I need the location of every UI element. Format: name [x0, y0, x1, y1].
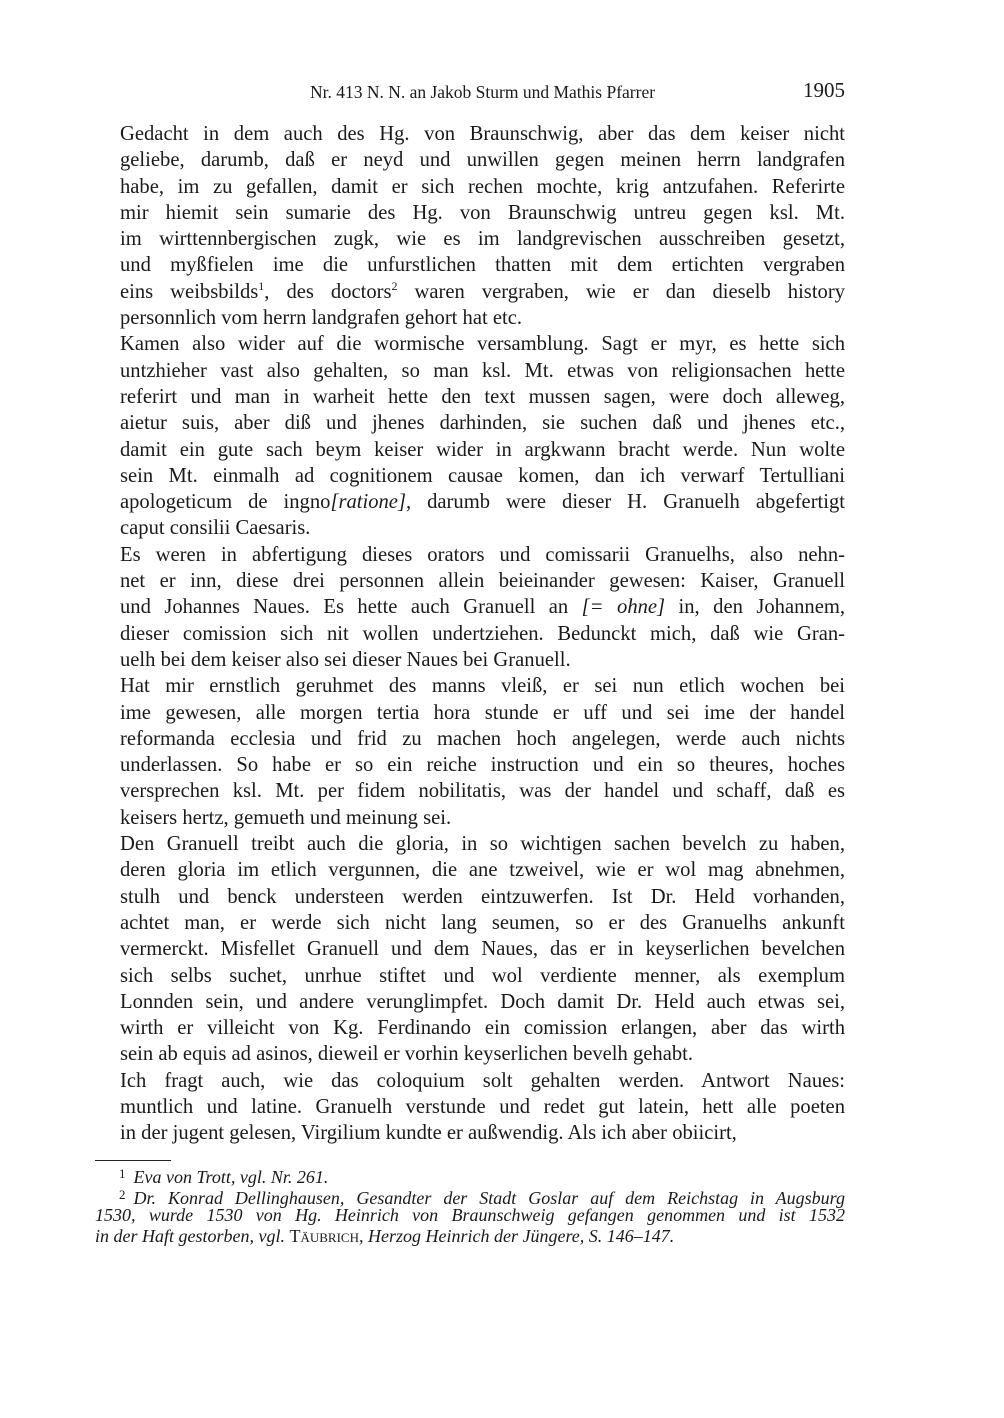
text-segment: muntlich und latine. Granuelh verstunde und redet gut latein, hett alle poeten [120, 1095, 845, 1118]
footnote-number: 1 [119, 1166, 126, 1181]
text-line [120, 1068, 845, 1094]
editorial-insert: [= ohne] [581, 596, 666, 619]
footnote-line [95, 1163, 845, 1187]
text-line [120, 121, 845, 147]
text-line [120, 226, 845, 252]
text-segment: 1530, wurde 1530 von Hg. Heinrich von Braunschweig gefangen genommen und ist 1532 [95, 1205, 845, 1225]
text-segment: Es weren in abfertigung dieses orators und comissarii Granuelhs, also nehn- [120, 543, 845, 566]
text-segment: reformanda ecclesia und frid zu machen hoch angelegen, werde auch nichts [120, 727, 845, 750]
author-name: Täubrich [289, 1226, 359, 1246]
text-segment: Lonnden sein, und andere verunglimpfet. Doch damit Dr. Held auch etwas sei, [120, 990, 845, 1013]
text-line [120, 1015, 845, 1041]
text-line [120, 331, 845, 357]
main-text [120, 121, 845, 1147]
editorial-insert: [ratione] [330, 491, 406, 514]
text-segment: ime gewesen, alle morgen tertia hora stunde er uff und sei ime der handel [120, 701, 845, 724]
text-line [120, 1094, 845, 1120]
running-title: Nr. 413 N. N. an Jakob Sturm und Mathis Pfarrer [309, 82, 656, 102]
text-segment: uelh bei dem keiser also sei dieser Naues bei Granuell. [120, 648, 571, 671]
text-segment: aietur suis, aber diß und jhenes darhinden, sie suchen daß und jhenes etc., [120, 412, 845, 435]
text-line [120, 831, 845, 857]
text-line [120, 384, 845, 410]
text-line [120, 463, 845, 489]
text-line [120, 252, 845, 278]
text-segment: geliebe, darumb, daß er neyd und unwillen gegen meinen herrn landgrafen [120, 149, 845, 172]
text-line [120, 305, 845, 331]
text-line [120, 410, 845, 436]
text-segment: damit ein gute sach beym keiser wider in argkwann bracht werde. Nun wolte [120, 438, 845, 461]
text-line [120, 358, 845, 384]
footnote-line [95, 1205, 845, 1226]
text-segment: und Johannes Naues. Es hette auch Granuell an [120, 596, 582, 619]
text-line [120, 621, 845, 647]
text-line [120, 857, 845, 883]
text-line [120, 147, 845, 173]
text-line [120, 489, 845, 515]
footnote-number: 2 [119, 1187, 126, 1202]
footnote-line [95, 1184, 845, 1208]
text-line [120, 542, 845, 568]
text-segment: net er inn, diese drei personnen allein beieinander gewesen: Kaiser, Granuell [120, 570, 845, 593]
page-number: 1905 [803, 78, 845, 102]
text-segment: referirt und man in warheit hette den text mussen sagen, were doch alleweg, [120, 385, 845, 408]
text-line [120, 437, 845, 463]
text-line [120, 910, 845, 936]
paragraph [120, 831, 845, 1068]
text-segment: Kamen also wider auf die wormische versamblung. Sagt er myr, es hette sich [120, 333, 845, 356]
text-line [120, 752, 845, 778]
text-segment: wirth er villeicht von Kg. Ferdinando ein comission erlangen, aber das wirth [120, 1017, 845, 1040]
text-line [120, 726, 845, 752]
text-segment: keisers hertz, gemueth und meinung sei. [120, 806, 452, 829]
text-line [120, 200, 845, 226]
text-line [120, 1041, 845, 1067]
text-line [120, 963, 845, 989]
text-segment: sein ab equis ad asinos, dieweil er vorhin keyserlichen bevelh gehabt. [120, 1043, 694, 1066]
running-header [120, 80, 845, 106]
text-segment: , Herzog Heinrich der Jüngere, S. 146–147. [359, 1226, 675, 1246]
text-line [120, 568, 845, 594]
text-segment: , darumb were dieser H. Granuelh abgefertigt [405, 491, 846, 514]
text-segment: sein Mt. einmalh ad cognitionem causae komen, dan ich verwarf Tertulliani [120, 464, 845, 487]
text-segment: mir hiemit sein sumarie des Hg. von Braunschwig untreu gegen ksl. Mt. [120, 201, 845, 224]
text-segment: in der Haft gestorben, vgl. [95, 1226, 290, 1246]
text-line [120, 279, 845, 305]
text-line [120, 884, 845, 910]
text-line [120, 989, 845, 1015]
text-segment: caput consilii Caesaris. [120, 517, 311, 540]
text-segment: vermerckt. Misfellet Granuell und dem Naues, das er in keyserlichen bevelchen [120, 938, 845, 961]
text-segment: Gedacht in dem auch des Hg. von Braunschwig, aber das dem keiser nicht [120, 123, 845, 145]
text-segment: sich selbs suchet, unrhue stiftet und wol verdiente menner, als exemplum [120, 964, 845, 987]
text-segment: Dr. Konrad Dellinghausen, Gesandter der Stadt Goslar auf dem Reichstag in Augsburg [133, 1188, 845, 1208]
text-segment: waren vergraben, wie er dan dieselb history [397, 280, 845, 303]
text-segment: stulh und benck understeen werden eintzuwerfen. Ist Dr. Held vorhanden, [120, 885, 845, 908]
text-line [120, 594, 845, 620]
text-segment: personnlich vom herrn landgrafen gehort hat etc. [120, 307, 523, 330]
paragraph [120, 121, 845, 331]
text-line [120, 700, 845, 726]
text-segment: Den Granuell treibt auch die gloria, in so wichtigen sachen bevelch zu haben, [120, 833, 845, 856]
text-segment: versprechen ksl. Mt. per fidem nobilitatis, was der handel und schaff, daß es [120, 780, 845, 803]
footnotes [95, 1163, 845, 1247]
text-line [120, 936, 845, 962]
text-segment: dieser comission sich nit wollen undertziehen. Bedunckt mich, daß wie Gran- [120, 622, 845, 645]
text-segment: habe, im zu gefallen, damit er sich rechen mochte, krig antzufahen. Referirte [120, 175, 845, 198]
text-line [120, 515, 845, 541]
text-line [120, 174, 845, 200]
text-line [120, 673, 845, 699]
footnote-ref: 2 [391, 278, 398, 293]
paragraph [120, 331, 845, 541]
text-segment: in, den Johannem, [665, 596, 846, 619]
text-line [120, 647, 845, 673]
text-line [120, 1120, 845, 1146]
text-segment: , des doctors [264, 280, 392, 303]
footnote-line [95, 1226, 845, 1247]
footnote-ref: 1 [258, 278, 265, 293]
text-segment: im wirttennbergischen zugk, wie es im landgrevischen ausschreiben gesetzt, [120, 228, 845, 251]
footnote-rule [95, 1160, 171, 1161]
text-segment: Hat mir ernstlich geruhmet des manns vleiß, er sei nun etlich wochen bei [120, 675, 845, 698]
text-segment: Ich fragt auch, wie das coloquium solt gehalten werden. Antwort Naues: [120, 1069, 845, 1092]
text-segment: apologeticum de ingno [120, 491, 331, 514]
paragraph [120, 673, 845, 831]
paragraph [120, 542, 845, 673]
text-segment: und myßfielen ime die unfurstlichen thatten mit dem ertichten vergraben [120, 254, 845, 277]
text-line [120, 778, 845, 804]
paragraph [120, 1068, 845, 1147]
text-segment: achtet man, er werde sich nicht lang seumen, so er des Granuelhs ankunft [120, 911, 845, 934]
text-segment: eins weibsbilds [120, 280, 259, 303]
text-segment: untzhieher vast also gehalten, so man ksl. Mt. etwas von religionsachen hette [120, 359, 845, 382]
text-segment: deren gloria im etlich vergunnen, die ane tzweivel, wie er wol mag abnehmen, [120, 859, 845, 882]
text-segment: underlassen. So habe er so ein reiche instruction und ein so theures, hoches [120, 754, 845, 777]
text-segment: Eva von Trott, vgl. Nr. 261. [133, 1167, 329, 1187]
text-segment: in der jugent gelesen, Virgilium kundte er außwendig. Als ich aber obiicirt, [120, 1122, 737, 1145]
text-line [120, 805, 845, 831]
